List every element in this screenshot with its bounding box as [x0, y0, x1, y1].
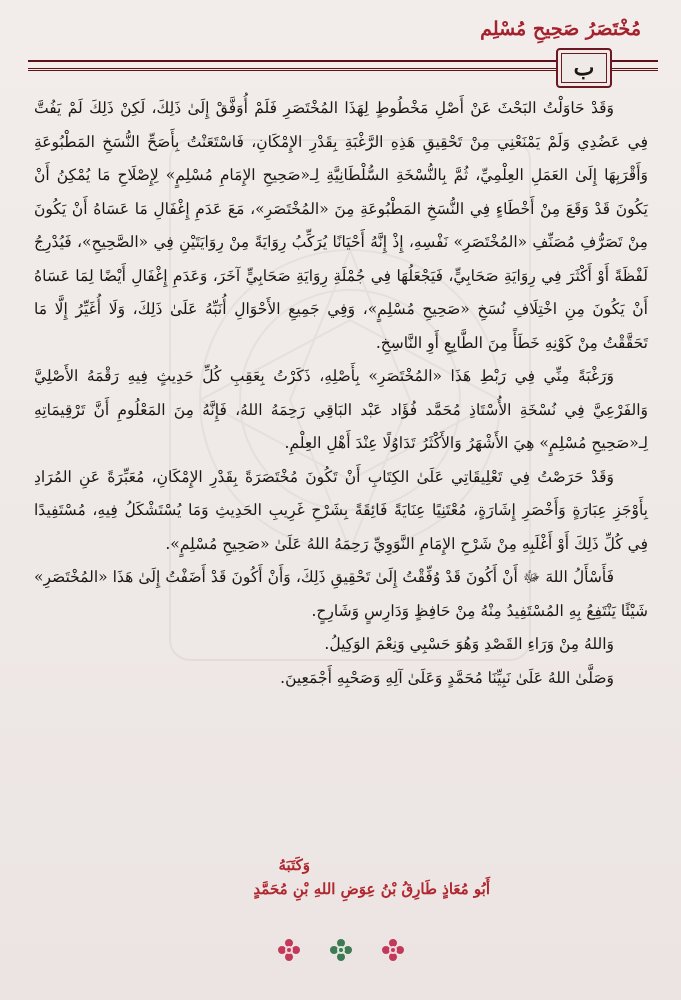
- page-number-badge: ب: [556, 48, 612, 88]
- paragraph-1: وَقَدْ حَاوَلْتُ البَحْثَ عَنْ أَصْلِ مَخْطُوطٍ لِهَذَا المُخْتَصَرِ فَلَمْ أُوَفَّقْ إِلَىٰ ذَلِكَ، لَكِنْ ذَلِكَ لَمْ يَفُتَّ فِي عَضُدِي وَلَمْ يَمْنَعْنِي مِنْ تَحْقِيقِ هَذِهِ الرَّغْبَةِ بِقَدْرِ الإِمْكَانِ، فَاسْتَعَنْتُ بِأَصَحِّ النُّسَخِ المَطْبُوعَةِ وَأَقْرَبِهَا إِلَىٰ العَمَلِ العِلْمِيِّ، ثُمَّ بِالنُّسْخَةِ السُّلْطَانِيَّةِ لِـ«صَحِيحِ الإِمَامِ مُسْلِمٍ» لِإِصْلَاحِ مَا يُمْكِنُ أَنْ يَكُونَ قَدْ وَقَعَ مِنْ أَخْطَاءٍ فِي النُّسَخِ المَطْبُوعَةِ مِنَ «المُخْتَصَرِ»، مَعَ عَدَمِ إِغْفَالِ مَا عَسَاهُ أَنْ يَكُونَ مِنْ تَصَرُّفِ مُصَنِّفِ «المُخْتَصَرِ» نَفْسِهِ، إِذْ إِنَّهُ أَحْيَانًا يُرَكِّبُ رِوَايَةً مِنْ رِوَايَتَيْنِ فِي «الصَّحِيحِ»، فَيُدْرِجُ لَفْظَةً أَوْ أَكْثَرَ فِي رِوَايَةِ صَحَابِيٍّ، فَيَجْعَلُهَا فِي جُمْلَةِ رِوَايَةِ صَحَابِيٍّ آخَرَ، وَعَدَمِ إِغْفَالِ أَيْضًا لِمَا عَسَاهُ أَنْ يَكُونَ مِنِ اخْتِلَافِ نُسَخِ «صَحِيحِ مُسْلِمٍ»، وَفِي جَمِيعِ الأَحْوَالِ أُنَبِّهُ عَلَىٰ ذَلِكَ، وَلَا أُغَيِّرُ إِلَّا مَا تَحَقَّقْتُ مِنْ كَوْنِهِ خَطَأً مِنَ الطَّابِعِ أَوِ النَّاسِخِ.: [34, 99, 648, 352]
- flower-ornament-icon: [329, 938, 353, 962]
- signoff: [90, 856, 650, 898]
- author-name: أَبُو مُعَاذٍ طَارِقُ بْنُ عِوَضِ اللهِ بْنِ مُحَمَّدٍ: [253, 880, 490, 898]
- paragraph-5: وَاللهُ مِنْ وَرَاءِ القَصْدِ وَهُوَ حَسْبِي وَنِعْمَ الوَكِيلُ.: [324, 635, 614, 653]
- running-title: مُخْتَصَرُ صَحِيحِ مُسْلِم: [480, 18, 641, 40]
- paragraph-3: وَقَدْ حَرَصْتُ فِي تَعْلِيقَاتِي عَلَىٰ الكِتَابِ أَنْ تَكُونَ مُخْتَصَرَةً بِقَدْرِ الإِمْكَانِ، مُعَبِّرَةً عَنِ المُرَادِ بِأَوْجَزِ عِبَارَةٍ وَأَخْصَرِ إِشَارَةٍ، مُعْتَنِيًا عِنَايَةً فَائِقَةً بِشَرْحِ غَرِيبِ الحَدِيثِ وَمَا يُسْتَشْكَلُ فِيهِ، مُسْتَفِيدًا فِي كُلِّ ذَلِكَ أَوْ أَغْلَبِهِ مِنْ شَرْحِ الإِمَامِ النَّوَوِيِّ رَحِمَهُ اللهُ عَلَىٰ «صَحِيحِ مُسْلِمٍ».: [34, 467, 648, 553]
- flower-ornament-icon: [277, 938, 301, 962]
- signoff-label: وَكَتَبَهُ: [278, 856, 310, 874]
- ornaments: [0, 938, 681, 968]
- body-text: [34, 92, 648, 695]
- paragraph-2: وَرَغْبَةً مِنِّي فِي رَبْطِ هَذَا «المُخْتَصَرِ» بِأَصْلِهِ، ذَكَرْتُ بِعَقِبِ كُلِّ حَدِيثٍ فِيهِ رَقْمَهُ الأَصْلِيَّ وَالفَرْعِيَّ فِي نُسْخَةِ الأُسْتَاذِ مُحَمَّد فُؤَاد عَبْد البَاقِي رَحِمَهُ اللهُ، فَإِنَّهُ مِنَ المَعْلُومِ أَنَّ تَرْقِيمَاتِهِ لِـ«صَحِيحِ مُسْلِمٍ» هِيَ الأَشْهَرُ وَالأَكْثَرُ تَدَاوُلًا عِنْدَ أَهْلِ العِلْمِ.: [34, 367, 648, 452]
- flower-ornament-icon: [381, 938, 405, 962]
- paragraph-6: وَصَلَّىٰ اللهُ عَلَىٰ نَبِيِّنَا مُحَمَّدٍ وَعَلَىٰ آلِهِ وَصَحْبِهِ أَجْمَعِينَ.: [280, 668, 614, 687]
- paragraph-4: فَأَسْأَلُ اللهَ ﷻ أَنْ أَكُونَ قَدْ وُفِّقْتُ إِلَىٰ تَحْقِيقِ ذَلِكَ، وَأَنْ أَكُونَ قَدْ أَضَفْتُ إِلَىٰ هَذَا «المُخْتَصَرِ» شَيْئًا يَنْتَفِعُ بِهِ المُسْتَفِيدُ مِنْهُ مِنْ حَافِظٍ وَدَارِسٍ وَشَارِحٍ.: [34, 568, 648, 620]
